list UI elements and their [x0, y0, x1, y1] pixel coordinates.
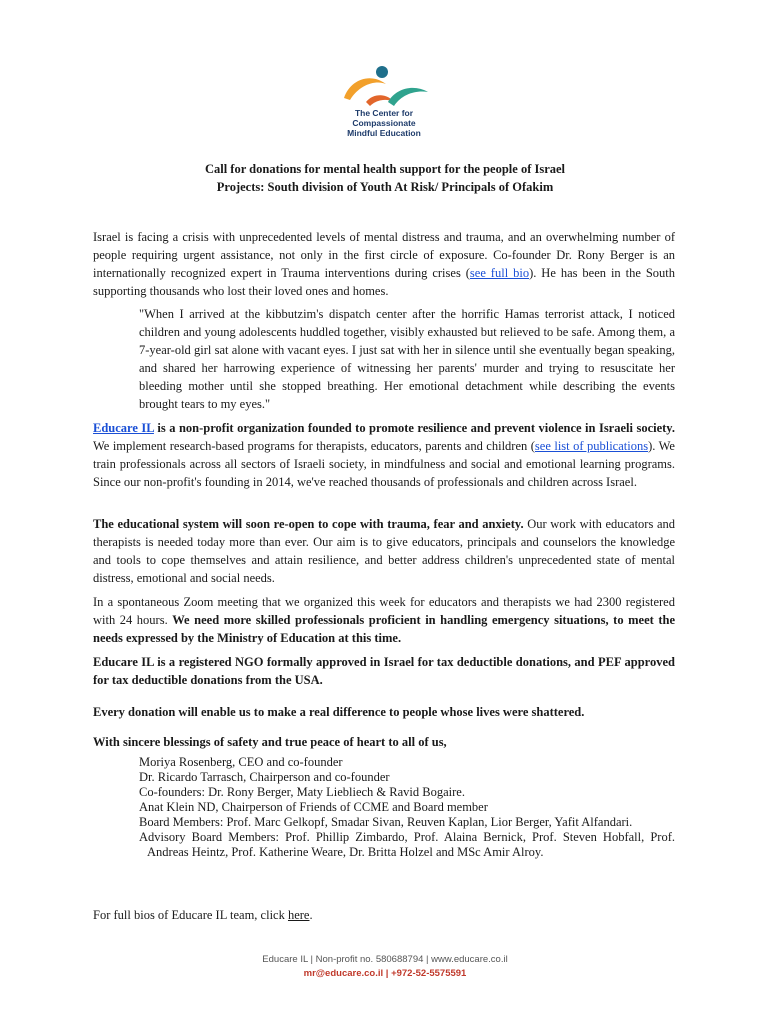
bios-here-link[interactable]: here [287, 908, 310, 922]
signatories-list [139, 755, 675, 860]
signatory: Co-founders: Dr. Rony Berger, Maty Liebliech & Ravid Bogaire. [139, 785, 465, 799]
ngo-paragraph: Educare IL is a registered NGO formally approved in Israel for tax deductible donations, and PEF approved for tax deductible donations from the USA. [93, 655, 675, 687]
intro-paragraph: Israel is facing a crisis with unprecedented levels of mental distress and trauma, and an overwhelming number of people requiring urgent assistance, not only in the first circle of exposure. Co-founder Dr. Rony Berger is an internationally recognized expert in Trauma interventions during crises (see full bio). He has been in the South supporting thousands who lost their loved ones and homes. [93, 230, 675, 298]
footer-contact: mr@educare.co.il | +972-52-5575591 [303, 968, 467, 979]
educare-paragraph: Educare IL is a non-profit organization founded to promote resilience and prevent violence in Israeli society. We implement research-based programs for therapists, educators, parents and children (see list of publications). We train professionals across all sectors of Israeli society, in mindfulness and social and emotional learning programs. Since our non-profit's founding in 2014, we've reached thousands of professionals and children across Israel. [93, 421, 675, 489]
blessing-line: With sincere blessings of safety and true peace of heart to all of us, [93, 735, 447, 749]
zoom-paragraph: In a spontaneous Zoom meeting that we organized this week for educators and therapists we had 2300 registered with 24 hours. We need more skilled professionals proficient in handling emergency situations, to meet the needs expressed by the Ministry of Education at this time. [93, 595, 675, 645]
see-full-bio-link[interactable]: see full bio [469, 266, 530, 280]
page-subtitle: Projects: South division of Youth At Risk/ Principals of Ofakim [216, 180, 554, 194]
publications-link[interactable]: see list of publications [534, 439, 649, 453]
bios-line: For full bios of Educare IL team, click here. [93, 908, 313, 922]
signatory: Advisory Board Members: Prof. Phillip Zimbardo, Prof. Alaina Bernick, Prof. Steven Hobfall, Prof. Andreas Heintz, Prof. Katherine Weare, Dr. Britta Holzel and MSc Amir Alroy. [139, 830, 675, 859]
donation-paragraph: Every donation will enable us to make a real difference to people whose lives were shattered. [93, 705, 585, 719]
education-paragraph: The educational system will soon re-open to cope with trauma, fear and anxiety. Our work with educators and therapists is needed today more than ever. Our aim is to give educators, principals and counselors the knowledge and tools to cope themselves and attain resilience, and better address children's unprecedented state of mental distress, emotional and social needs. [93, 517, 676, 585]
page-title: Call for donations for mental health support for the people of Israel [204, 162, 566, 176]
signatory: Anat Klein ND, Chairperson of Friends of CCME and Board member [139, 800, 488, 814]
signatory: Dr. Ricardo Tarrasch, Chairperson and co-founder [139, 770, 390, 784]
signatory: Board Members: Prof. Marc Gelkopf, Smadar Sivan, Reuven Kaplan, Lior Berger, Yafit Alfandari. [139, 815, 633, 829]
educare-link[interactable]: Educare IL [93, 421, 154, 435]
testimony-quote: "When I arrived at the kibbutzim's dispatch center after the horrific Hamas terrorist attack, I noticed children and young adolescents huddled together, visibly exhausted but relieved to be safe. Among them, a 7-year-old girl sat alone with vacant eyes. I just sat with her in silence until she eventually began speaking, and shared her harrowing experience of witnessing her parents' murder and trying to resuscitate her bleeding mother until she stopped breathing. Her emotional detachment while describing the events brought tears to my eyes." [139, 307, 675, 411]
logo-text: The Center for Compassionate Mindful Education [347, 108, 421, 138]
signatory: Moriya Rosenberg, CEO and co-founder [139, 755, 343, 769]
footer-info: Educare IL | Non-profit no. 580688794 | www.educare.co.il [262, 954, 508, 965]
